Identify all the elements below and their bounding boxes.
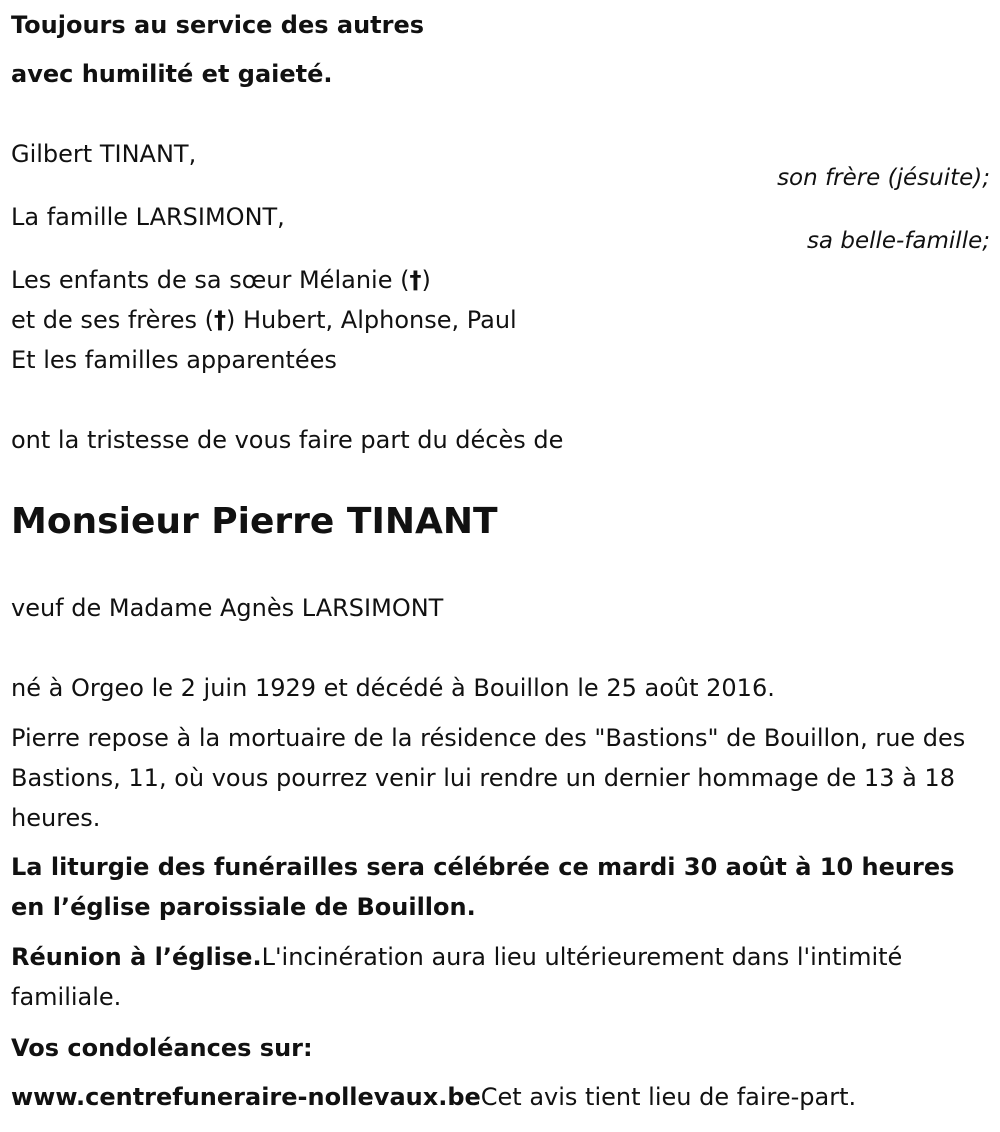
rest-place-text: Pierre repose à la mortuaire de la résidence des "Bastions" de Bouillon, rue des Bastions, 11, où vous pourrez venir lui rendre un dernier hommage de 13 à 18 heures.	[11, 724, 966, 832]
funeral-text: La liturgie des funérailles sera célébrée ce mardi 30 août à 10 heures en l’église paroissiale de Bouillon.	[11, 853, 955, 921]
family-related: Et les familles apparentées	[11, 346, 337, 374]
closing-text: Cet avis tient lieu de faire-part.	[480, 1083, 857, 1111]
deceased-name: Monsieur Pierre TINANT	[11, 501, 498, 542]
family-gilbert-relation: son frère (jésuite);	[777, 165, 990, 191]
children-line-1-prefix: Les enfants de sa sœur Mélanie (	[11, 266, 410, 294]
cross-icon: †	[214, 306, 226, 334]
children-line-2-prefix: et de ses frères (	[11, 306, 214, 334]
cross-icon: †	[409, 266, 422, 294]
motto-line-1: Toujours au service des autres	[11, 11, 425, 39]
announcement-text: ont la tristesse de vous faire part du décès de	[11, 426, 564, 454]
widower-text: veuf de Madame Agnès LARSIMONT	[11, 594, 444, 622]
birth-death-text: né à Orgeo le 2 juin 1929 et décédé à Bouillon le 25 août 2016.	[11, 674, 775, 702]
meeting-detail: L'incinération aura lieu ultérieurement dans l'intimité familiale.	[11, 943, 903, 1011]
children-line-2-suffix: ) Hubert, Alphonse, Paul	[226, 306, 517, 334]
website-link[interactable]: www.centrefuneraire-nollevaux.be	[11, 1083, 481, 1111]
condolences-label: Vos condoléances sur:	[11, 1034, 313, 1062]
closing-line	[11, 1081, 856, 1113]
meeting-bold: Réunion à l’église.	[11, 943, 262, 971]
family-larsimont-relation: sa belle-famille;	[806, 228, 990, 254]
children-line-1-suffix: )	[421, 266, 431, 294]
motto-line-2: avec humilité et gaieté.	[11, 60, 333, 88]
family-children-line-1	[11, 264, 431, 296]
family-gilbert: Gilbert TINANT,	[11, 140, 197, 168]
family-larsimont: La famille LARSIMONT,	[11, 203, 285, 231]
meeting-text	[11, 937, 991, 1017]
family-children-line-2	[11, 304, 517, 336]
